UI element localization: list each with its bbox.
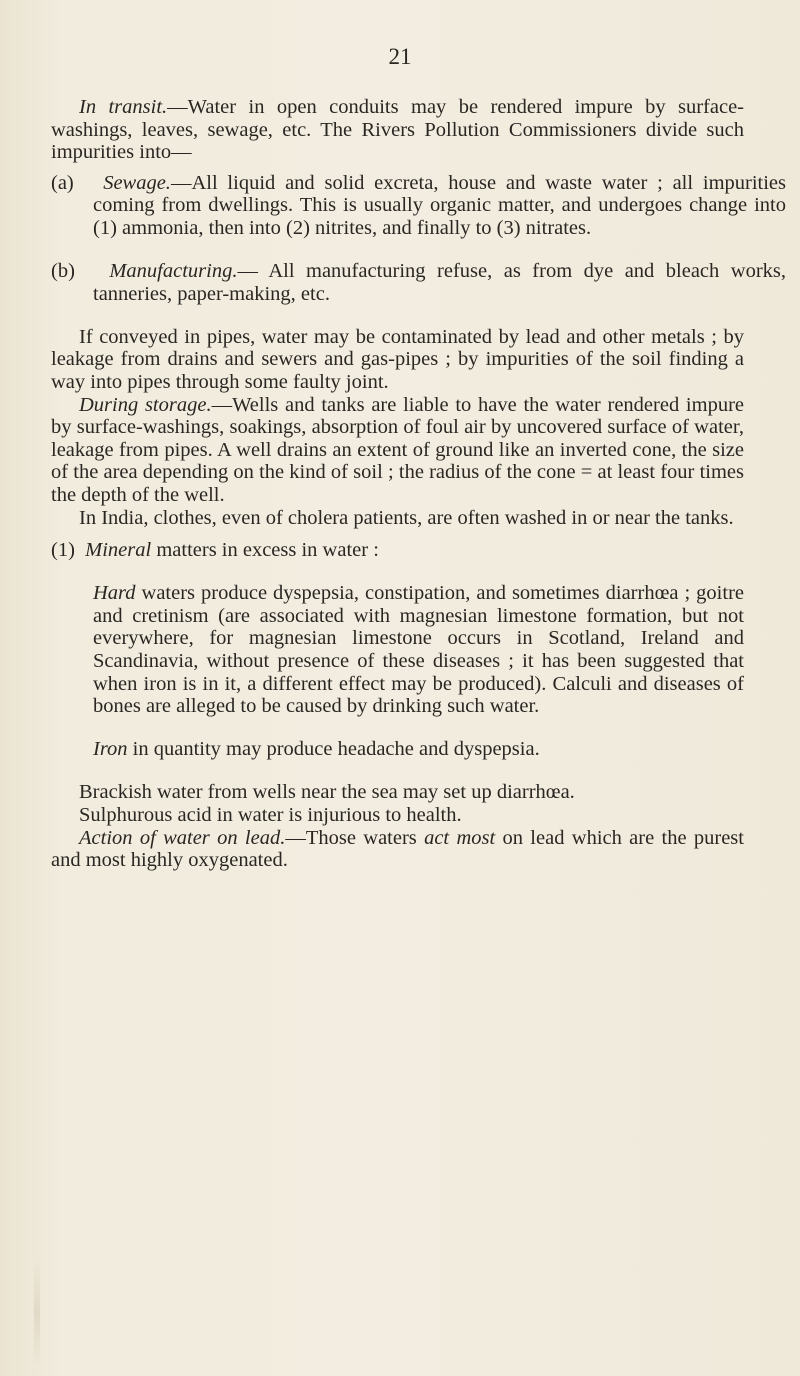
page-number: 21 xyxy=(388,44,412,69)
paragraph-hard-waters xyxy=(93,582,744,718)
paragraph-action-on-lead xyxy=(51,827,744,872)
list-marker-1: (1) xyxy=(51,539,75,562)
paragraph-iron xyxy=(93,738,744,761)
action-emphasis: act most xyxy=(424,826,496,849)
action-heading: Action of water on lead. xyxy=(79,826,286,849)
sewage-heading: Sewage. xyxy=(103,171,171,194)
iron-heading: Iron xyxy=(93,738,128,761)
hard-text: waters produce dyspepsia, constipation, and sometimes diarrhœa ; goitre and cretinism (are associated with magnesian limestone formation, but not everywhere, for magnesian limestone occurs in Scotland, Ireland and Scandinavia, without presence of these diseases ; it has been suggested that when iron is in it, a different effect may be produced). Calculi and diseases of bones are alleged to be caused by drinking such water. xyxy=(93,582,744,718)
paragraph-sulphurous: Sulphurous acid in water is injurious to health. xyxy=(79,803,462,826)
paragraph-india: In India, clothes, even of cholera patients, are often washed in or near the tanks. xyxy=(79,506,734,529)
paragraph-in-transit xyxy=(51,96,744,164)
page-body xyxy=(0,96,800,872)
list-item-mineral xyxy=(51,539,786,562)
paragraph-brackish: Brackish water from wells near the sea may set up diarrhœa. xyxy=(79,781,575,804)
list-item-sewage xyxy=(51,172,786,240)
paragraph-storage xyxy=(51,394,744,507)
list-item-manufacturing xyxy=(51,260,786,305)
action-text-end: on lead which are the purest and most highly oxygenated. xyxy=(51,826,744,872)
paragraph-pipes: If conveyed in pipes, water may be contaminated by lead and other metals ; by leakage from drains and sewers and gas-pipes ; by impurities of the soil finding a way into pipes through some faulty joint. xyxy=(51,325,744,393)
manufacturing-heading: Manufacturing. xyxy=(109,260,238,283)
hard-heading: Hard xyxy=(93,582,136,605)
list-marker-a: (a) xyxy=(51,171,74,194)
action-text-start: —Those waters xyxy=(285,826,425,849)
iron-text: in quantity may produce headache and dyspepsia. xyxy=(127,738,540,761)
storage-heading: During storage. xyxy=(79,393,212,416)
list-marker-b: (b) xyxy=(51,260,75,283)
mineral-text: matters in excess in water : xyxy=(151,539,379,562)
manufacturing-text: — All manufacturing refuse, as from dye and bleach works, tanneries, paper-making, etc. xyxy=(93,260,786,305)
storage-text: —Wells and tanks are liable to have the water rendered impure by surface-washings, soakings, absorption of foul air by uncovered surface of water, leakage from pipes. A well drains an extent of ground like an inverted cone, the size of the area depending on the kind of soil ; the radius of the cone = at least four times the depth of the well. xyxy=(51,393,744,506)
sewage-text: —All liquid and solid excreta, house and waste water ; all impurities coming from dwellings. This is usually organic matter, and undergoes change into (1) ammonia, then into (2) nitrites, and finally to (3) nitrates. xyxy=(93,171,786,239)
mineral-heading: Mineral xyxy=(85,539,152,562)
in-transit-text: —Water in open conduits may be rendered impure by surface-washings, leaves, sewage, etc. The Rivers Pollution Commissioners divide such impurities into— xyxy=(51,96,745,164)
in-transit-heading: In transit. xyxy=(79,96,168,118)
paper-blemish xyxy=(34,1258,40,1368)
